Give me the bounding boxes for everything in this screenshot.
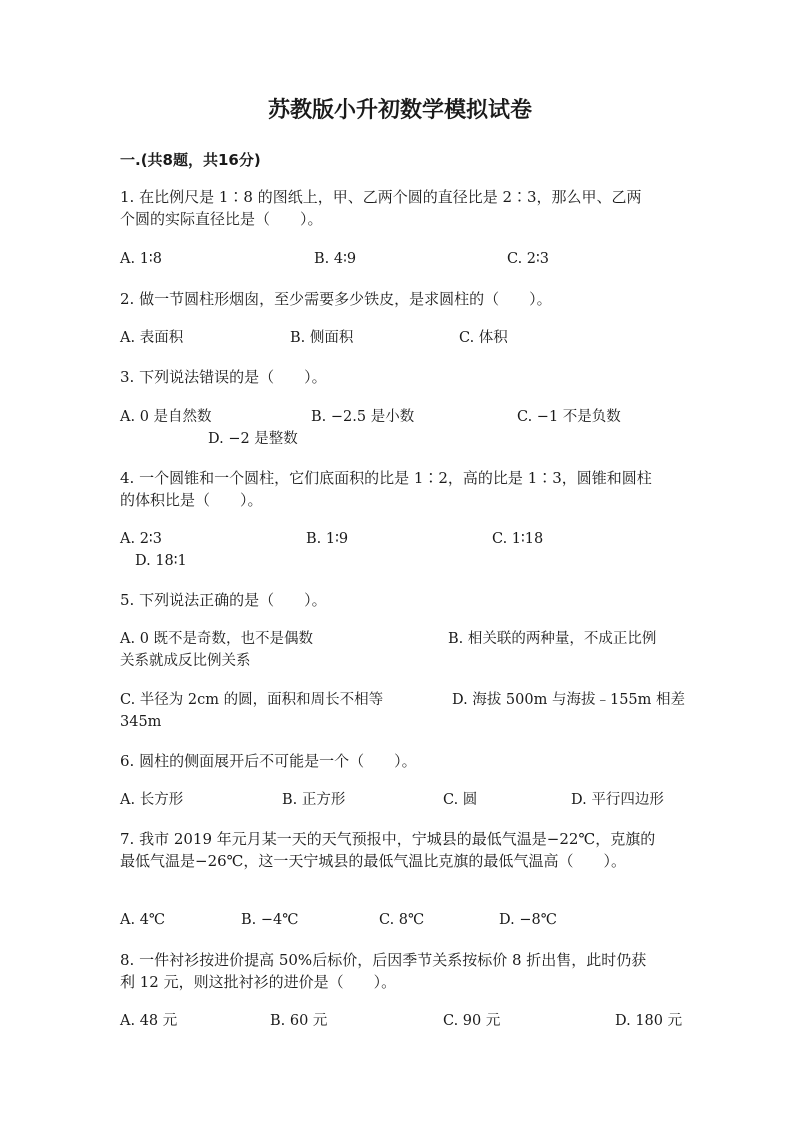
question-3-option-c: C. −1 不是负数: [517, 409, 621, 425]
question-5-option-d-continued: 345m: [120, 714, 162, 730]
question-3-text-line-1: 3. 下列说法错误的是（ ）。: [120, 368, 327, 386]
question-4-option-d: D. 18∶1: [135, 553, 187, 569]
question-4-text-line-1: 4. 一个圆锥和一个圆柱，它们底面积的比是 1∶2，高的比是 1∶3，圆锥和圆柱: [120, 469, 652, 487]
question-7-text-line-2: 最低气温是−26℃，这一天宁城县的最低气温比克旗的最低气温高（ ）。: [120, 852, 626, 870]
question-7-text-line-1: 7. 我市 2019 年元月某一天的天气预报中，宁城县的最低气温是−22℃，克旗的: [120, 830, 656, 848]
question-8-option-c: C. 90 元: [443, 1013, 501, 1029]
question-6-text-line-1: 6. 圆柱的侧面展开后不可能是一个（ ）。: [120, 752, 417, 770]
question-3-option-b: B. −2.5 是小数: [311, 409, 415, 425]
question-4-option-b: B. 1∶9: [306, 531, 349, 547]
question-5-option-c: C. 半径为 2cm 的圆，面积和周长不相等: [120, 692, 384, 708]
question-4-option-c: C. 1∶18: [492, 531, 544, 547]
question-5-option-b: B. 相关联的两种量，不成正比例: [448, 631, 657, 647]
question-8-text-line-2: 利 12 元，则这批衬衫的进价是（ ）。: [120, 973, 397, 991]
question-8-option-d: D. 180 元: [615, 1013, 683, 1029]
question-3-option-a: A. 0 是自然数: [120, 409, 212, 425]
question-7-option-b: B. −4℃: [241, 912, 299, 928]
page-title: 苏教版小升初数学模拟试卷: [267, 98, 532, 123]
question-4-text-line-2: 的体积比是（ ）。: [120, 491, 263, 509]
question-8-option-a: A. 48 元: [120, 1013, 178, 1029]
question-3-option-d: D. −2 是整数: [208, 431, 298, 447]
question-2-option-b: B. 侧面积: [290, 330, 354, 346]
question-2-option-a: A. 表面积: [120, 330, 184, 346]
question-6-option-a: A. 长方形: [120, 792, 184, 808]
question-1-text-line-1: 1. 在比例尺是 1∶8 的图纸上，甲、乙两个圆的直径比是 2∶3，那么甲、乙两: [120, 188, 642, 206]
question-1-text-line-2: 个圆的实际直径比是（ ）。: [120, 210, 323, 228]
question-2-text-line-1: 2. 做一节圆柱形烟囱，至少需要多少铁皮，是求圆柱的（ ）。: [120, 290, 552, 308]
question-8-text-line-1: 8. 一件衬衫按进价提高 50%后标价，后因季节关系按标价 8 折出售，此时仍获: [120, 951, 647, 969]
section-header: 一.(共8题，共16分): [120, 151, 261, 169]
question-8-option-b: B. 60 元: [270, 1013, 328, 1029]
question-1-option-a: A. 1∶8: [120, 251, 162, 267]
question-5-text-line-1: 5. 下列说法正确的是（ ）。: [120, 591, 327, 609]
question-6-option-c: C. 圆: [443, 792, 478, 808]
question-5-option-a: A. 0 既不是奇数，也不是偶数: [120, 631, 314, 647]
question-6-option-d: D. 平行四边形: [571, 792, 664, 808]
question-1-option-b: B. 4∶9: [314, 251, 357, 267]
question-7-option-d: D. −8℃: [499, 912, 557, 928]
question-7-option-a: A. 4℃: [120, 912, 166, 928]
question-7-option-c: C. 8℃: [379, 912, 425, 928]
question-2-option-c: C. 体积: [459, 330, 508, 346]
question-4-option-a: A. 2∶3: [120, 531, 162, 547]
question-6-option-b: B. 正方形: [282, 792, 346, 808]
question-5-option-b-continued: 关系就成反比例关系: [120, 653, 251, 669]
question-5-option-d: D. 海拔 500m 与海拔﹣155m 相差: [452, 692, 686, 708]
question-1-option-c: C. 2∶3: [507, 251, 550, 267]
